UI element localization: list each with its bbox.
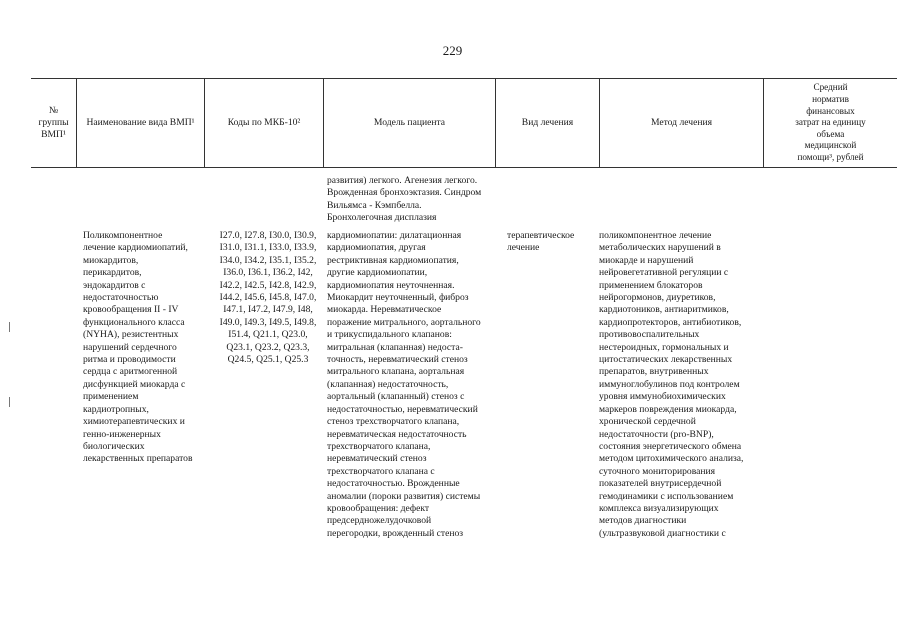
header-icd-codes: Коды по МКБ-10² <box>227 117 301 128</box>
scan-mark <box>9 397 10 407</box>
header-patient-model: Модель пациента <box>373 117 446 128</box>
header-cost-standard: Средний норматив финансовых затрат на единицу объема медицинской помощи³, рублей <box>795 82 866 162</box>
page-number: 229 <box>442 43 463 58</box>
header-group-number: № группы ВМП¹ <box>38 105 69 140</box>
table-header <box>31 78 897 168</box>
treatment-type-cell: терапевтическое лечение <box>507 230 575 254</box>
icd-codes-cell: I27.0, I27.8, I30.0, I30.9, I31.0, I31.1, I33.0, I33.9, I34.0, I34.2, I35.1, I35.2, I36.0, I36.1, I36.2, I42, I42.2, I42.5, I42.8, I42.9, I44.2, I45.6, I45.8, I47.0, I47.1, I47.2, I47.9, I48, I49.0, I49.3, I49.5, I49.8, I51.4, Q21.1, Q23.0, Q23.1, Q23.2, Q23.3, Q24.5, Q25.1, Q25.3 <box>219 230 317 366</box>
header-treatment-type: Вид лечения <box>521 117 574 128</box>
scan-mark <box>9 322 10 332</box>
header-vmp-name: Наименование вида ВМП¹ <box>86 117 195 128</box>
treatment-method-cell: поликомпонентное лечение метаболических нарушений в миокарде и нарушений нейровегетативной регуляции с применением блокаторов нейрогормонов, диуретиков, кардиотоников, антиаритмиков, кардиопротекторов, антибиотиков, противовоспалительных нестероидных, гормональных и цитостатических лекарственных препаратов, внутривенных иммуноглобулинов под контролем уровня иммунобиохимических маркеров повреждения миокарда, хронической сердечной недостаточности (pro-BNP), состояния энергетического обмена методом цитохимического анализа, суточного мониторирования показателей внутрисердечной гемодинамики с использованием комплекса визуализирующих методов диагностики (ультразвуковой диагностики с <box>599 230 744 539</box>
patient-model-cell: кардиомиопатии: дилатационная кардиомиопатия, другая рестриктивная кардиомиопатия, другие кардиомиопатии, кардиомиопатия неуточненная. Миокардит неуточненный, фиброз миокарда. Неревматическое поражение митрального, аортального и трикуспидального клапанов: митральная (клапанная) недоста- точность, неревматический стеноз митрального клапана, аортальная (клапанная) недостаточность, аортальный (клапанный) стеноз с недостаточностью, неревматический стеноз трехстворчатого клапана, неревматическая недостаточность трехстворчатого клапана, неревматический стеноз трехстворчатого клапана с недостаточностью. Врожденные аномалии (пороки развития) системы кровообращения: дефект предсердножелудочковой перегородки, врожденный стеноз <box>327 230 481 539</box>
patient-model-continuation: развития) легкого. Агенезия легкого. Врожденная бронхоэктазия. Синдром Вильямса - Кэмпбелла. Бронхолегочная дисплазия <box>327 175 482 224</box>
vmp-name-cell: Поликомпонентное лечение кардиомиопатий, миокардитов, перикардитов, эндокардитов с недостаточностью кровообращения II - IV функционального класса (NYHA), резистентных нарушений сердечного ритма и проводимости сердца с аритмогенной дисфункцией миокарда с применением кардиотропных, химиотерапевтических и генно-инженерных биологических лекарственных препаратов <box>83 230 193 465</box>
header-treatment-method: Метод лечения <box>650 117 713 128</box>
